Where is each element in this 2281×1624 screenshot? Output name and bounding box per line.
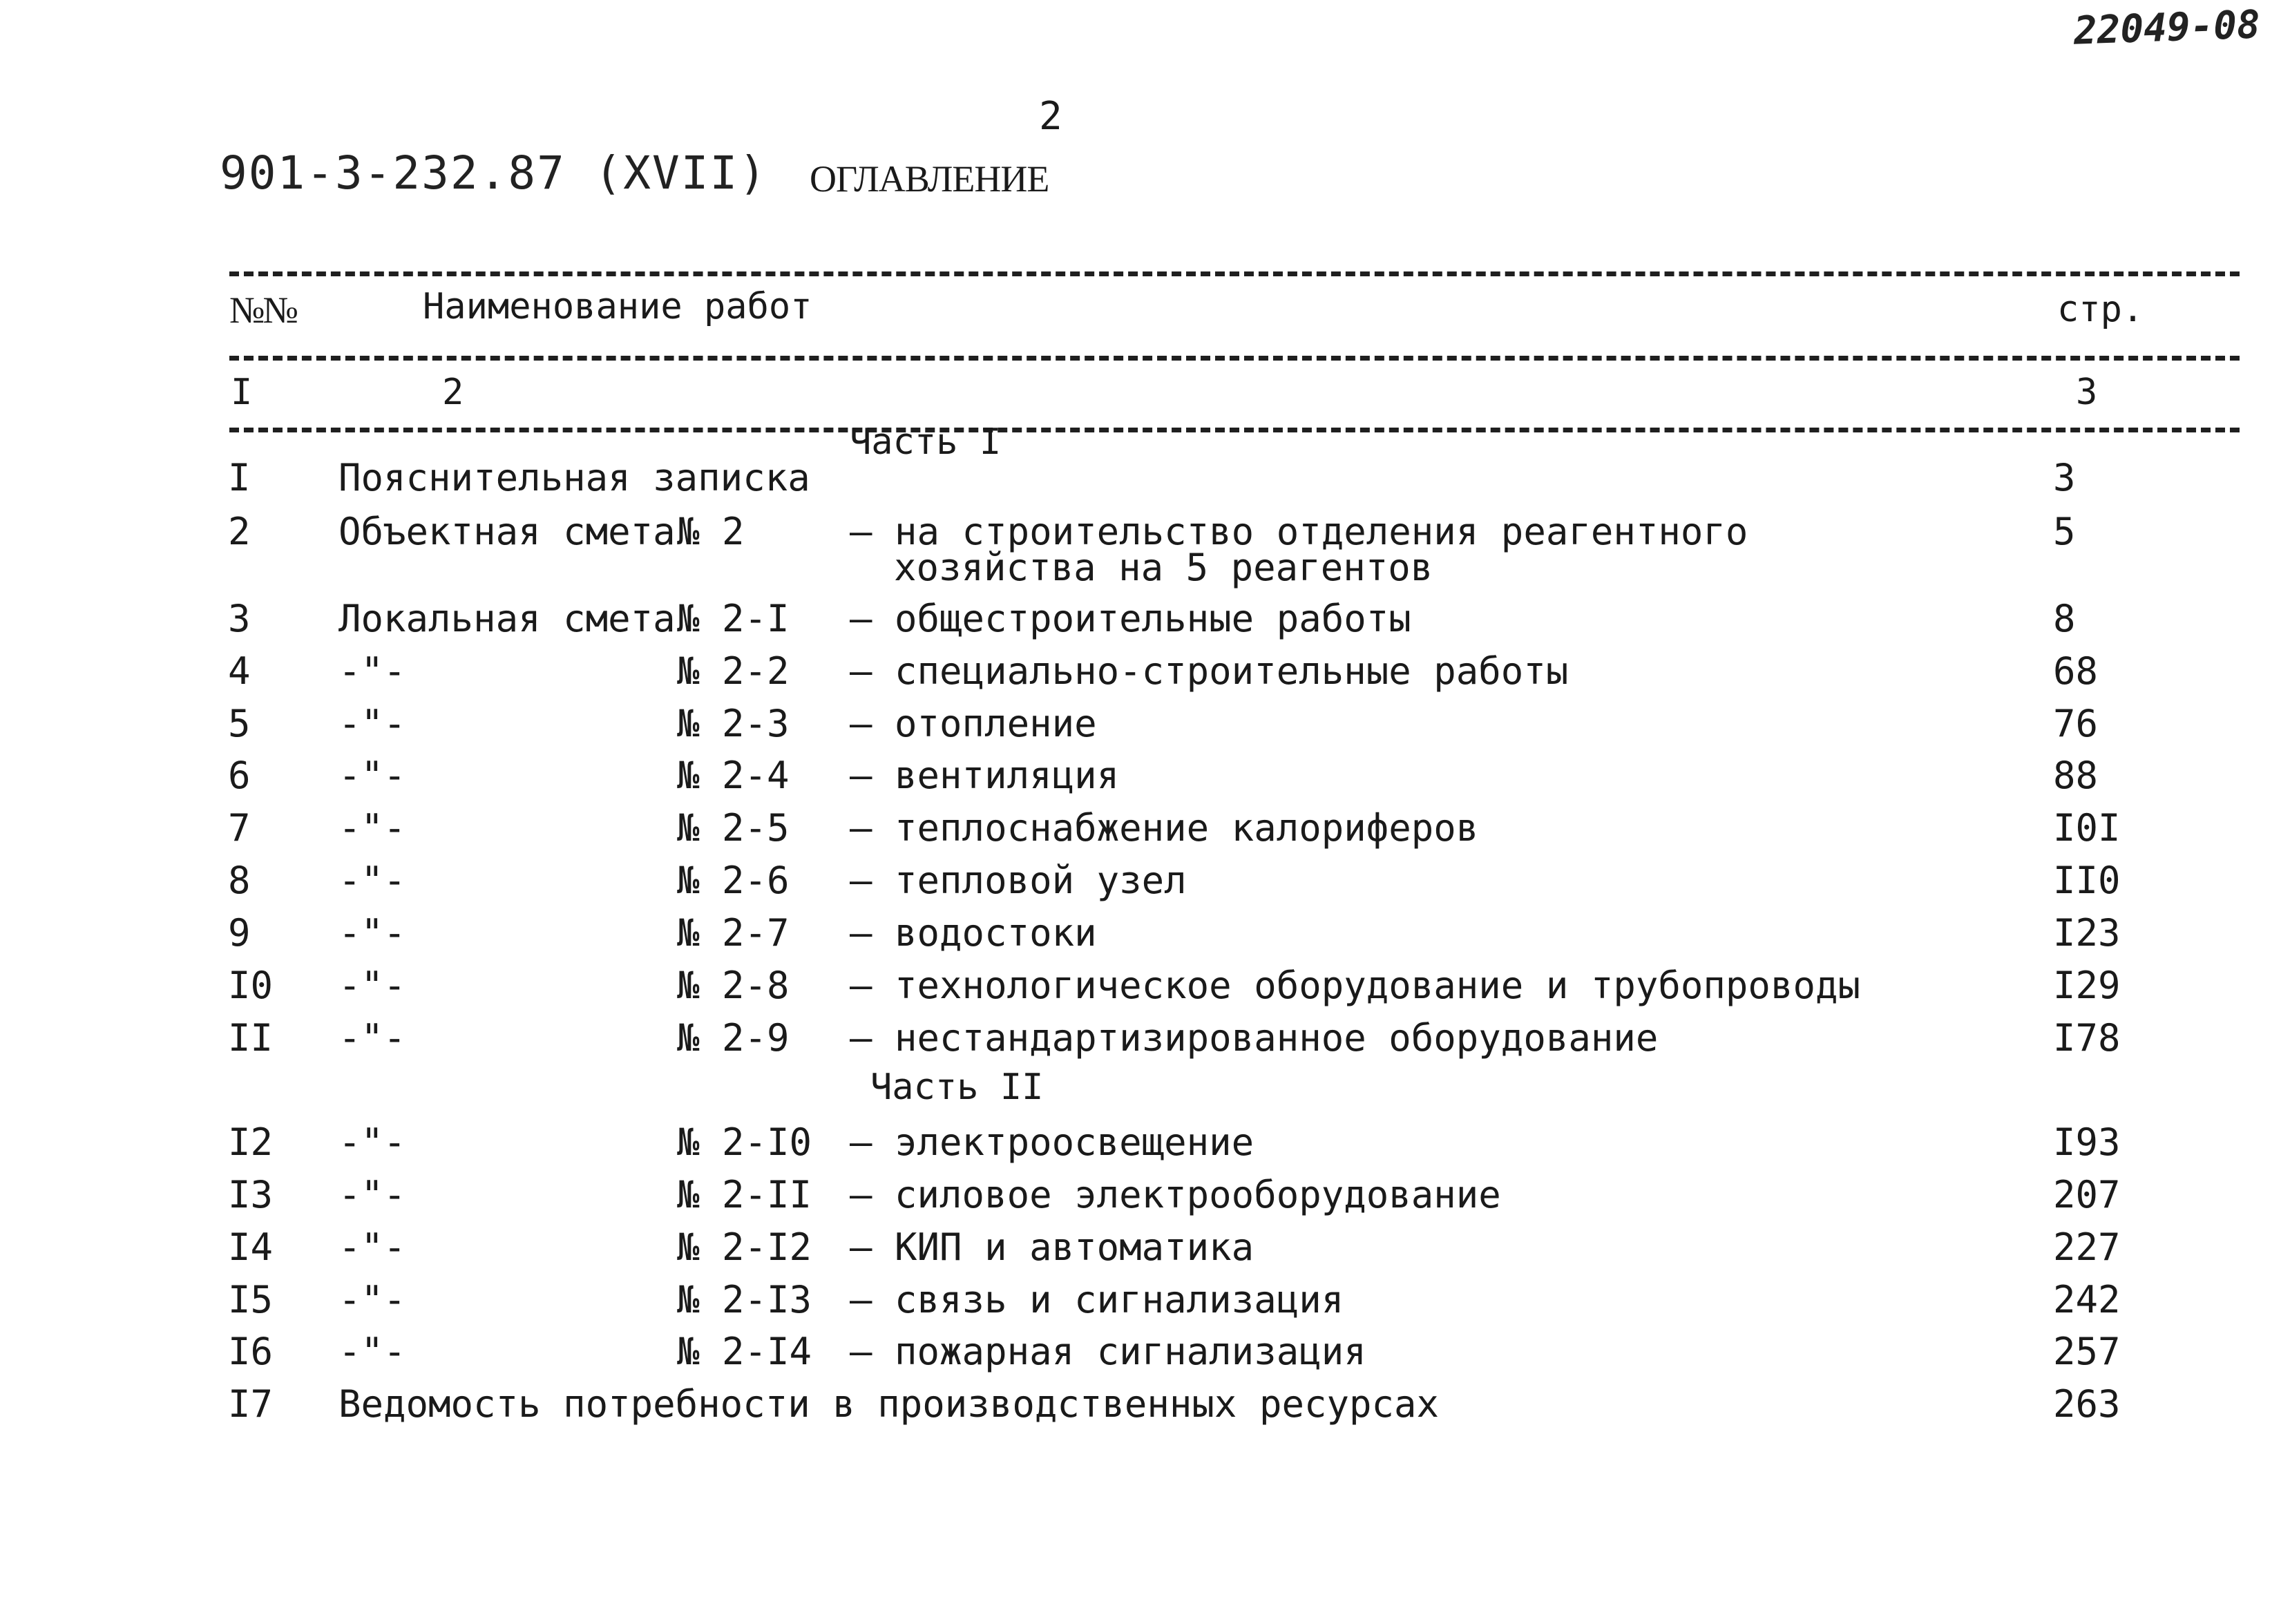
row-number: 4 bbox=[228, 649, 251, 693]
row-page: 207 bbox=[2053, 1173, 2121, 1216]
row-name: -"- bbox=[338, 911, 406, 955]
row-name: Пояснительная записка bbox=[338, 456, 810, 499]
column-header-name: Наименование работ bbox=[423, 286, 812, 327]
row-name: Объектная смета bbox=[338, 510, 676, 553]
row-number: I2 bbox=[228, 1120, 274, 1164]
column-header-page: стр. bbox=[2057, 289, 2144, 330]
column-index-number: I bbox=[231, 372, 253, 413]
row-page: 76 bbox=[2053, 702, 2099, 745]
row-number: 5 bbox=[228, 702, 251, 745]
row-page: I0I bbox=[2053, 806, 2121, 850]
row-name: -"- bbox=[338, 1173, 406, 1216]
row-description: – пожарная сигнализация bbox=[850, 1330, 1366, 1373]
row-description: – общестроительные работы bbox=[850, 597, 1411, 640]
column-header-number: №№ bbox=[229, 289, 297, 331]
column-index-name: 2 bbox=[442, 372, 464, 413]
row-name: -"- bbox=[338, 649, 406, 693]
row-description: – теплоснабжение калориферов bbox=[850, 806, 1479, 850]
row-number: 2 bbox=[228, 510, 251, 553]
row-estimate-number: № 2 bbox=[677, 510, 745, 553]
row-number: I bbox=[228, 456, 251, 499]
row-page: II0 bbox=[2053, 859, 2121, 902]
row-page: 8 bbox=[2053, 597, 2076, 640]
row-estimate-number: № 2-7 bbox=[677, 911, 790, 955]
page-number: 2 bbox=[1039, 94, 1062, 139]
row-page: 88 bbox=[2053, 754, 2099, 797]
row-number: I6 bbox=[228, 1330, 274, 1373]
row-estimate-number: № 2-I2 bbox=[677, 1225, 812, 1269]
row-description: – нестандартизированное оборудование bbox=[850, 1016, 1659, 1060]
row-name: -"- bbox=[338, 1016, 406, 1060]
row-description: – электроосвещение bbox=[850, 1120, 1254, 1164]
row-page: 263 bbox=[2053, 1382, 2121, 1426]
row-estimate-number: № 2-I bbox=[677, 597, 790, 640]
row-name: -"- bbox=[338, 1330, 406, 1373]
row-number: I3 bbox=[228, 1173, 274, 1216]
row-name: -"- bbox=[338, 859, 406, 902]
row-number: 3 bbox=[228, 597, 251, 640]
row-number: 9 bbox=[228, 911, 251, 955]
row-number: I4 bbox=[228, 1225, 274, 1269]
row-description: – отопление bbox=[850, 702, 1097, 745]
row-estimate-number: № 2-3 bbox=[677, 702, 790, 745]
row-estimate-number: № 2-I0 bbox=[677, 1120, 812, 1164]
row-name: -"- bbox=[338, 702, 406, 745]
row-estimate-number: № 2-8 bbox=[677, 964, 790, 1007]
row-page: 5 bbox=[2053, 510, 2076, 553]
row-page: I23 bbox=[2053, 911, 2121, 955]
row-description: – технологическое оборудование и трубопроводы bbox=[850, 964, 1860, 1007]
row-number: 7 bbox=[228, 806, 251, 850]
row-page: 257 bbox=[2053, 1330, 2121, 1373]
row-number: I0 bbox=[228, 964, 274, 1007]
row-description: – КИП и автоматика bbox=[850, 1225, 1254, 1269]
table-top-rule bbox=[229, 271, 2240, 276]
row-page: 227 bbox=[2053, 1225, 2121, 1269]
row-number: 8 bbox=[228, 859, 251, 902]
row-description: – силовое электрооборудование bbox=[850, 1173, 1501, 1216]
row-estimate-number: № 2-I3 bbox=[677, 1278, 812, 1321]
document-code: 901-3-232.87 (XVII) bbox=[220, 146, 767, 200]
row-page: 68 bbox=[2053, 649, 2099, 693]
row-estimate-number: № 2-2 bbox=[677, 649, 790, 693]
row-name: Локальная смета bbox=[338, 597, 676, 640]
row-description: – связь и сигнализация bbox=[850, 1278, 1344, 1321]
row-estimate-number: № 2-6 bbox=[677, 859, 790, 902]
row-estimate-number: № 2-II bbox=[677, 1173, 812, 1216]
row-description-continued: хозяйства на 5 реагентов bbox=[894, 546, 1433, 589]
row-description: – специально-строительные работы bbox=[850, 649, 1569, 693]
row-name: -"- bbox=[338, 1120, 406, 1164]
row-estimate-number: № 2-9 bbox=[677, 1016, 790, 1060]
row-description: – вентиляция bbox=[850, 754, 1120, 797]
row-number: 6 bbox=[228, 754, 251, 797]
row-estimate-number: № 2-4 bbox=[677, 754, 790, 797]
row-page: I78 bbox=[2053, 1016, 2121, 1060]
part-2-heading: Часть II bbox=[870, 1067, 1044, 1108]
table-index-rule bbox=[229, 428, 2240, 432]
row-name: -"- bbox=[338, 1278, 406, 1321]
row-name: -"- bbox=[338, 1225, 406, 1269]
row-page: I93 bbox=[2053, 1120, 2121, 1164]
row-name: Ведомость потребности в производственных ресурсах bbox=[338, 1382, 1440, 1426]
row-name: -"- bbox=[338, 754, 406, 797]
row-name: -"- bbox=[338, 806, 406, 850]
row-number: II bbox=[228, 1016, 274, 1060]
row-page: 242 bbox=[2053, 1278, 2121, 1321]
row-page: I29 bbox=[2053, 964, 2121, 1007]
row-number: I5 bbox=[228, 1278, 274, 1321]
archive-number: 22049-08 bbox=[2073, 2, 2262, 54]
row-description: – на строительство отделения реагентного bbox=[850, 510, 1748, 553]
row-estimate-number: № 2-I4 bbox=[677, 1330, 812, 1373]
table-header-rule bbox=[229, 356, 2240, 361]
toc-title: ОГЛАВЛЕНИЕ bbox=[810, 158, 1049, 200]
row-page: 3 bbox=[2053, 456, 2076, 499]
row-estimate-number: № 2-5 bbox=[677, 806, 790, 850]
row-name: -"- bbox=[338, 964, 406, 1007]
row-description: – тепловой узел bbox=[850, 859, 1187, 902]
part-1-heading: Часть I bbox=[850, 421, 1002, 463]
row-number: I7 bbox=[228, 1382, 274, 1426]
row-description: – водостоки bbox=[850, 911, 1097, 955]
column-index-page: 3 bbox=[2076, 372, 2098, 413]
